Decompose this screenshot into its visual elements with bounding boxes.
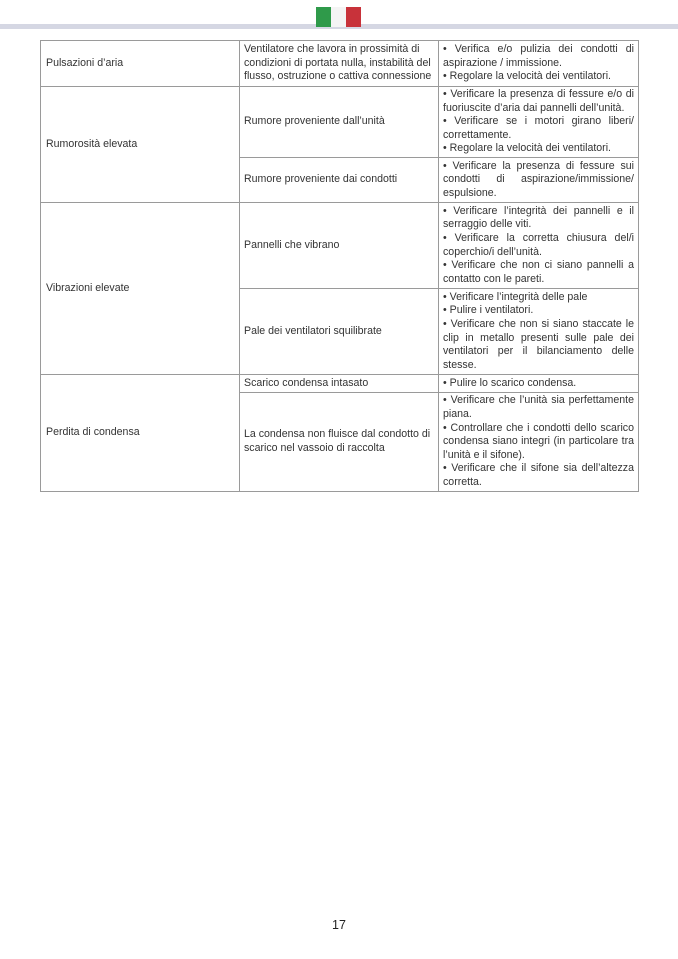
remedy-item: • Verificare l’integrità dei pannelli e il serraggio delle viti.	[443, 204, 634, 231]
remedy-cell	[439, 203, 639, 289]
cause-cell: La condensa non fluisce dal condotto di scarico nel vassoio di raccolta	[240, 393, 439, 492]
table-row	[41, 41, 639, 87]
remedy-item: • Pulire i ventilatori.	[443, 304, 534, 317]
flag-green-stripe	[316, 7, 331, 27]
remedy-item: • Verificare che l’unità sia perfettamente piana.	[443, 394, 634, 421]
remedy-item: • Verificare la presenza di fessure sui condotti di aspirazione/immissione/ espulsione.	[443, 159, 634, 199]
symptom-cell: Rumorosità elevata	[41, 87, 240, 203]
page-number: 17	[332, 918, 346, 932]
table-row	[41, 375, 639, 393]
remedy-item: • Verificare l’integrità delle pale	[443, 290, 588, 303]
flag-white-stripe	[331, 7, 346, 27]
remedy-item: • Controllare che i condotti dello scarico condensa siano integri (in particolare tra l’unità e il sifone).	[443, 421, 634, 461]
cause-cell: Pale dei ventilatori squilibrate	[240, 289, 439, 375]
remedy-cell	[439, 158, 639, 203]
remedy-cell	[439, 375, 639, 393]
remedy-cell	[439, 289, 639, 375]
remedy-item: • Verificare la corretta chiusura del/i coperchio/i dell’unità.	[443, 231, 634, 258]
troubleshooting-table	[40, 40, 639, 492]
remedy-cell	[439, 393, 639, 492]
remedy-item: • Pulire lo scarico condensa.	[443, 376, 577, 389]
cause-cell: Rumore proveniente dai condotti	[240, 158, 439, 203]
table-row	[41, 203, 639, 289]
cause-cell: Rumore proveniente dall’unità	[240, 87, 439, 158]
remedy-item: • Verificare che non si siano staccate le clip in metallo presenti sulle pale dei ventilatori per il bilanciamento delle stesse.	[443, 317, 634, 371]
cause-cell: Pannelli che vibrano	[240, 203, 439, 289]
remedy-cell	[439, 41, 639, 87]
cause-cell: Ventilatore che lavora in prossimità di condizioni di portata nulla, instabilità del flusso, ostruzione o cattiva connessione	[240, 41, 439, 87]
symptom-cell: Pulsazioni d’aria	[41, 41, 240, 87]
remedy-item: • Verifica e/o pulizia dei condotti di aspirazione / immissione.	[443, 43, 634, 69]
remedy-item: • Regolare la velocità dei ventilatori.	[443, 70, 611, 83]
symptom-cell: Vibrazioni elevate	[41, 203, 240, 375]
cause-cell: Scarico condensa intasato	[240, 375, 439, 393]
symptom-cell: Perdita di condensa	[41, 375, 240, 492]
table-row	[41, 87, 639, 158]
remedy-cell	[439, 87, 639, 158]
flag-red-stripe	[346, 7, 361, 27]
italian-flag-icon	[316, 7, 361, 27]
remedy-item: • Verificare se i motori girano liberi/ correttamente.	[443, 115, 634, 141]
remedy-item: • Verificare che non ci siano pannelli a contatto con le pareti.	[443, 259, 634, 285]
remedy-item: • Verificare che il sifone sia dell’altezza corretta.	[443, 462, 634, 488]
remedy-item: • Regolare la velocità dei ventilatori.	[443, 142, 611, 155]
remedy-item: • Verificare la presenza di fessure e/o di fuoriuscite d’aria dai pannelli dell’unità.	[443, 88, 634, 114]
